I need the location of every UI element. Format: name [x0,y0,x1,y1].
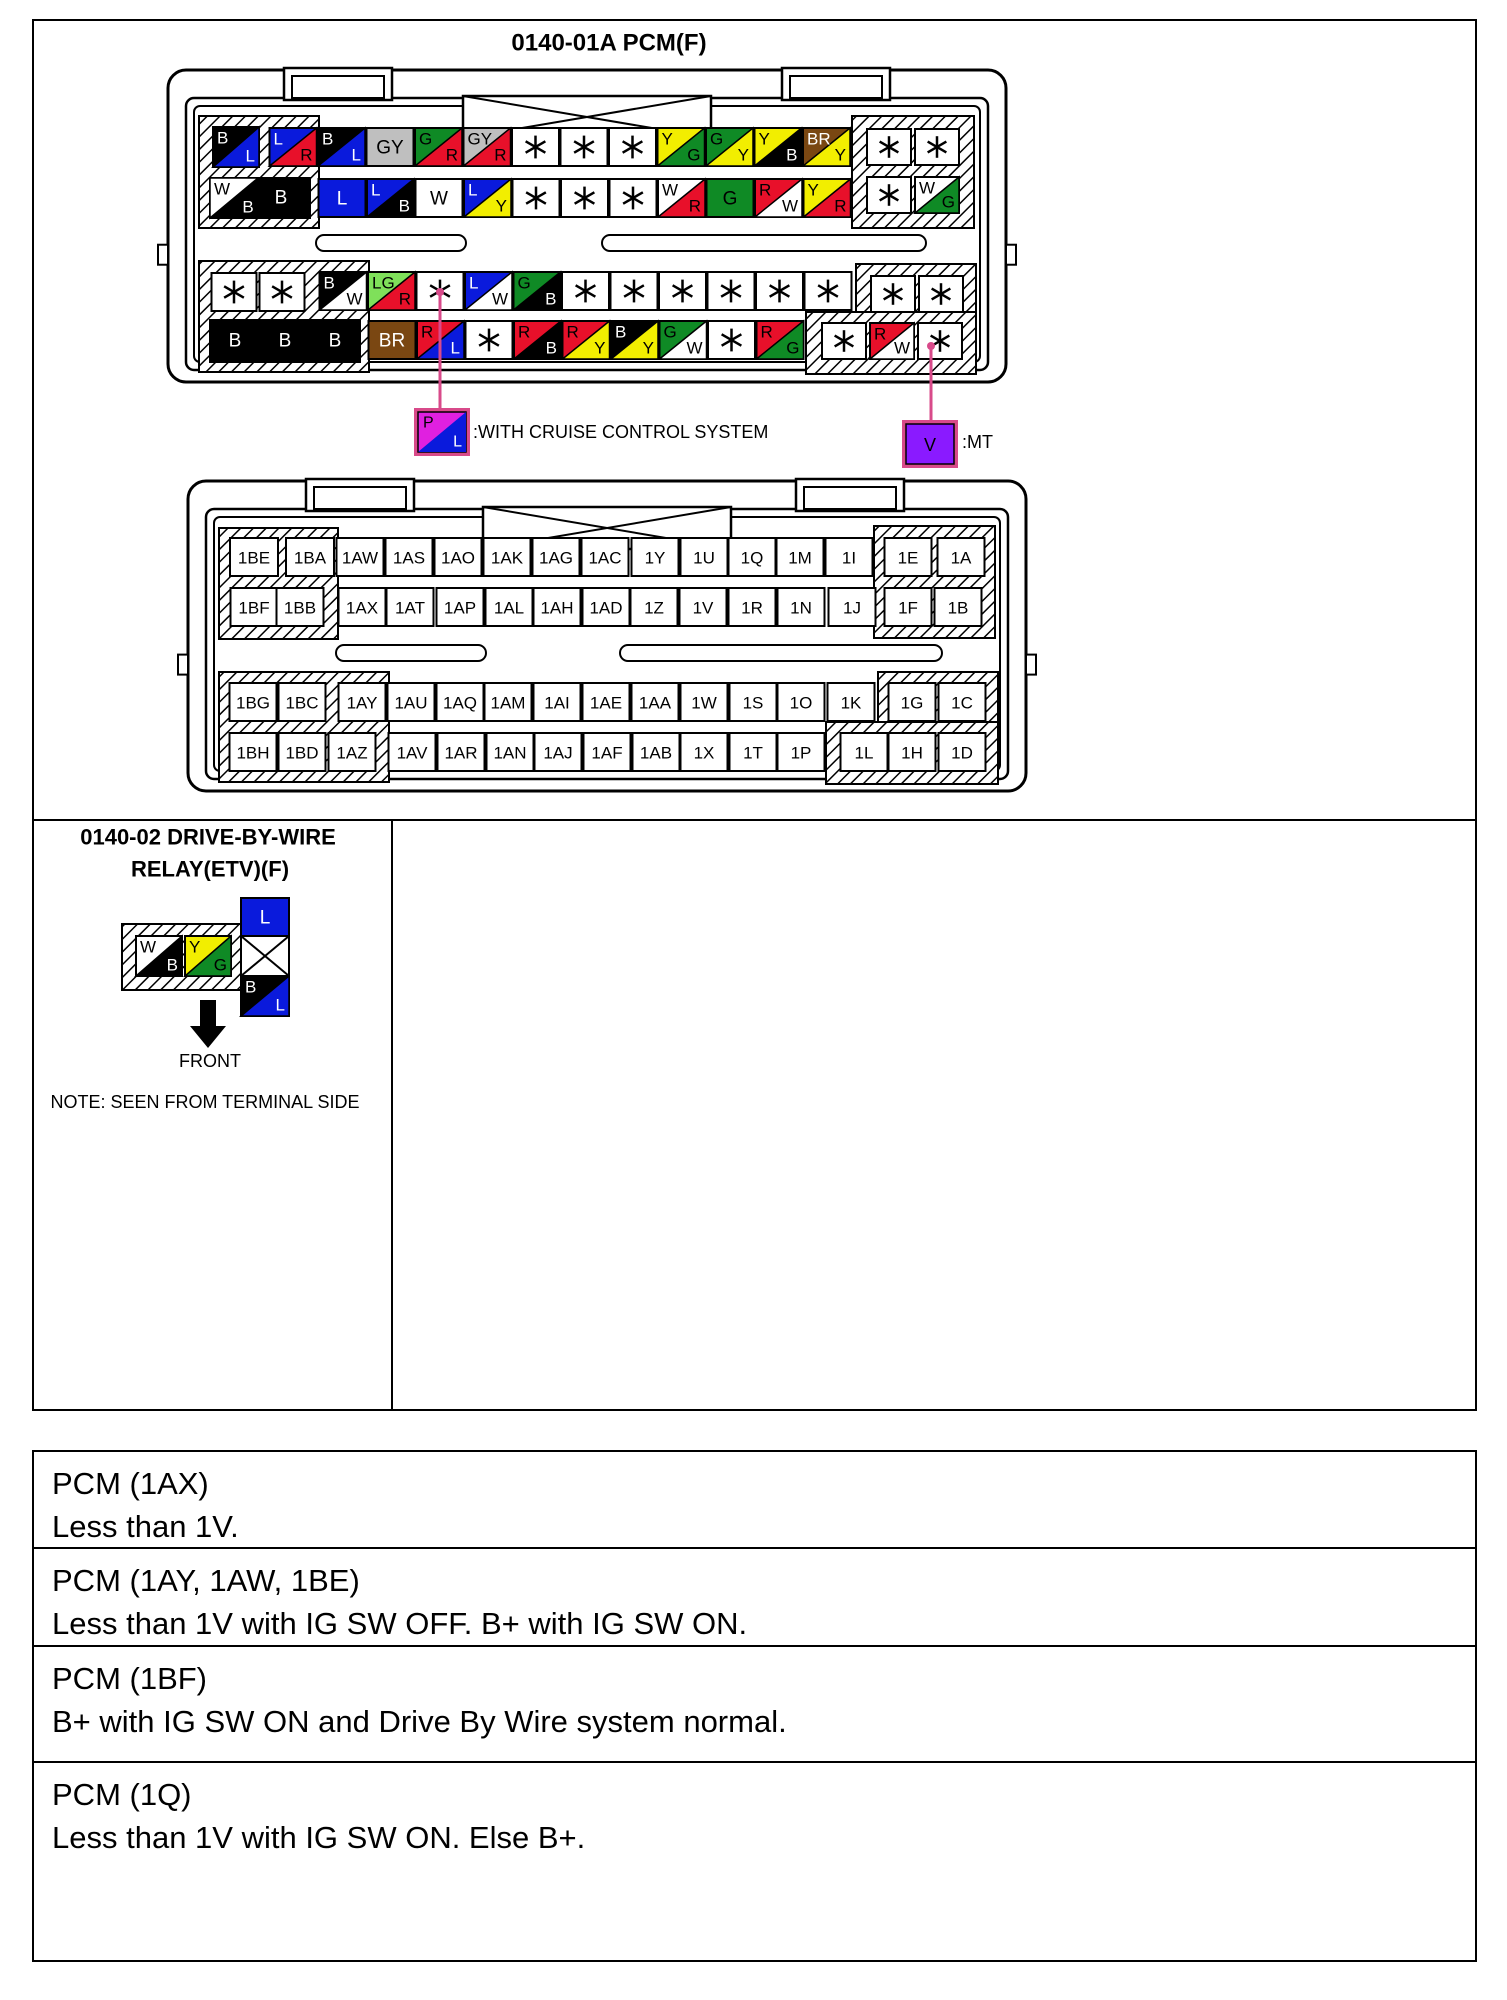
terminal-id-label: 1V [692,598,714,618]
terminal-pin [935,588,982,626]
terminal-pin [279,733,326,771]
pin-color-label: Y [642,338,654,358]
relay-pin [185,936,231,976]
pin-color-label: B [228,330,242,352]
pin-color-label: L [351,145,361,165]
pin-color-label: W [893,338,910,358]
terminal-pin [729,588,776,626]
terminal-pin [329,733,376,771]
pin-color-label: B [166,955,178,975]
wire-pin [919,276,963,312]
terminal-id-label: 1AL [493,598,525,618]
pin-color-label: W [214,179,231,199]
pin-color-label: B [278,330,292,352]
pin-color-label: G [419,129,433,149]
wire-pin [756,272,803,310]
wire-pin [514,321,561,359]
terminal-id-label: 1G [900,693,924,713]
terminal-pin [828,683,875,721]
pin-color-label: B [545,289,557,309]
terminal-id-label: 1AY [346,693,378,713]
terminal-pin [533,538,580,576]
terminal-id-label: 1AU [394,693,428,713]
wire-pin [562,272,609,310]
terminal-id-label: 1P [790,743,812,763]
pin-color-label: Y [737,145,749,165]
pin-color-label: R [518,322,531,342]
wire-pin [915,129,959,165]
terminal-id-label: 1AN [493,743,527,763]
terminal-pin [584,733,631,771]
note-heading: PCM (1Q) [52,1777,192,1812]
terminal-id-label: 1BG [235,693,271,713]
pin-color-label: L [259,907,271,929]
terminal-pin [632,683,679,721]
pin-color-label: L [275,995,285,1015]
pin-color-label: R [874,324,887,344]
pin-color-label: L [273,129,283,149]
terminal-id-label: 1I [841,548,857,568]
terminal-id-label: 1AM [490,693,526,713]
wire-pin [212,273,257,311]
wire-pin [707,179,754,217]
terminal-id-label: 1AA [638,693,672,713]
terminal-id-label: 1Z [644,598,664,618]
terminal-pin [633,733,680,771]
terminal-id-label: 1T [743,743,763,763]
terminal-pin [387,588,434,626]
wire-pin [210,320,360,362]
terminal-pin [230,683,277,721]
terminal-pin [778,588,825,626]
wire-pin [611,321,658,359]
terminal-id-label: 1BF [238,598,270,618]
terminal-id-label: 1BB [283,598,317,618]
pin-color-label: W [430,188,448,210]
pin-color-label: Y [758,129,770,149]
pin-color-label: Y [807,180,819,200]
terminal-id-label: 1BH [236,743,270,763]
cruise-callout [414,408,768,456]
terminal-pin [631,588,678,626]
terminal-id-label: 1A [950,548,972,568]
pin-color-label: B [545,338,557,358]
terminal-id-label: 1O [789,693,813,713]
note-heading: PCM (1BF) [52,1661,207,1696]
wire-pin [659,272,706,310]
terminal-pin [889,683,936,721]
wire-pin [318,128,365,166]
terminal-pin [680,588,727,626]
wire-pin [870,323,914,359]
pin-color-label: R [834,196,847,216]
pin-color-label: G [786,338,800,358]
pin-color-label: B [328,330,342,352]
wire-pin [369,321,416,359]
terminal-id-label: 1AJ [543,743,573,763]
relay-pin [241,936,289,976]
terminal-id-label: 1N [790,598,812,618]
wire-pin [368,272,415,310]
pin-color-label: G [517,273,531,293]
wire-pin [658,128,705,166]
pcm-title: 0140-01A PCM(F) [511,29,707,57]
terminal-id-label: 1AE [589,693,623,713]
wire-pin [804,179,851,217]
terminal-id-label: 1AX [345,598,379,618]
pin-color-label: L [371,180,381,200]
terminal-pin [829,588,876,626]
pin-color-label: R [688,196,701,216]
terminal-pin [885,588,932,626]
wire-pin [706,128,753,166]
terminal-pin [486,588,533,626]
terminal-pin [778,683,825,721]
pin-color-label: B [217,128,229,148]
wire-pin [918,323,962,359]
wire-pin [260,273,305,311]
wire-pin [270,128,317,166]
front-label: FRONT [179,1051,241,1071]
terminal-id-label: 1BA [293,548,327,568]
wire-pin [512,128,559,166]
terminal-pin [231,588,278,626]
wire-pin [210,178,310,218]
wire-pin [708,272,755,310]
terminal-pin [826,538,873,576]
terminal-id-label: 1AD [589,598,623,618]
pin-color-label: G [722,188,738,210]
wire-pin [611,272,658,310]
wire-pin [708,321,755,359]
wire-pin [805,272,852,310]
relay-pin [241,976,289,1016]
note-row [34,1452,1475,1549]
pin-color-label: B [245,977,257,997]
diagram-frame [32,19,1477,1411]
terminal-id-label: 1U [693,548,715,568]
note-row [34,1647,1475,1763]
wire-pin [367,128,414,166]
pin-color-label: R [421,322,434,342]
pin-color-label: L [453,433,462,451]
terminal-id-label: 1AW [341,548,379,568]
mt-callout [902,420,993,468]
pin-color-label: Y [594,338,606,358]
pin-color-label: R [494,145,507,165]
terminal-pin [389,733,436,771]
pin-color-label: G [941,192,955,212]
terminal-id-label: 1X [693,743,715,763]
pin-color-label: B [274,187,288,209]
wire-pin [464,179,511,217]
note-body: Less than 1V. [52,1509,239,1544]
note-heading: PCM (1AX) [52,1466,209,1501]
front-arrow-icon [190,1000,226,1048]
relay-pin [136,936,182,976]
terminal-pin [681,683,728,721]
wire-pin [514,272,561,310]
terminal-id-label: 1AV [396,743,428,763]
terminal-pin [841,733,888,771]
terminal-id-label: 1R [741,598,763,618]
pin-color-label: G [213,955,227,975]
terminal-pin [534,683,581,721]
terminal-pin [435,538,482,576]
pin-color-label: V [923,435,937,455]
terminal-id-label: 1AB [639,743,673,763]
terminal-pin [388,683,435,721]
terminal-pin [485,683,532,721]
notes-table [32,1450,1477,1962]
pin-color-label: W [491,289,508,309]
terminal-id-label: 1AF [591,743,623,763]
wire-pin [319,179,366,217]
terminal-id-label: 1H [901,743,923,763]
note-body: Less than 1V with IG SW OFF. B+ with IG SW ON. [52,1606,748,1641]
pin-color-label: W [346,289,363,309]
terminal-id-label: 1Q [740,548,764,568]
terminal-id-label: 1AR [444,743,478,763]
connector-diagram [34,21,1475,1409]
terminal-pin [583,683,630,721]
pin-color-label: L [450,338,460,358]
callout-text: :MT [962,432,993,452]
terminal-pin [777,538,824,576]
terminal-id-label: 1AK [490,548,524,568]
terminal-id-label: 1AO [440,548,476,568]
terminal-id-label: 1AC [588,548,622,568]
terminal-pin [583,588,630,626]
terminal-pin [337,538,384,576]
terminal-pin [730,733,777,771]
pin-color-label: W [781,196,798,216]
pin-color-label: R [445,145,458,165]
wire-pin [822,323,866,359]
terminal-pin [681,733,728,771]
pin-color-label: G [663,322,677,342]
pin-color-label: W [686,338,703,358]
note-row [34,1763,1475,1960]
wire-pin [367,179,414,217]
pin-color-label: LG [372,273,395,293]
terminal-id-label: 1BE [237,548,271,568]
wire-pin [755,128,802,166]
terminal-pin [437,588,484,626]
terminal-pin [484,538,531,576]
terminal-id-label: 1AQ [442,693,478,713]
terminal-pin [681,538,728,576]
pin-color-label: R [300,145,313,165]
pin-color-label: B [786,145,798,165]
note-row [34,1549,1475,1647]
terminal-pin [729,538,776,576]
relay-title: RELAY(ETV)(F) [130,856,290,882]
pin-color-label: R [398,289,411,309]
wire-pin [867,177,911,213]
terminal-id-label: 1D [951,743,973,763]
wire-pin [465,272,512,310]
terminal-pin [339,683,386,721]
terminal-pin [534,588,581,626]
terminal-pin [339,588,386,626]
terminal-id-label: 1C [951,693,973,713]
pin-color-label: R [759,180,772,200]
terminal-pin [438,733,485,771]
wire-pin [563,321,610,359]
relay-title: 0140-02 DRIVE-BY-WIRE [80,824,336,850]
pin-color-label: W [919,178,936,198]
terminal-pin [939,683,986,721]
terminal-pin [230,733,277,771]
pin-color-label: Y [834,145,846,165]
terminal-pin [938,538,985,576]
terminal-id-label: 1Y [644,548,666,568]
terminal-pin [535,733,582,771]
pin-color-label: L [468,180,478,200]
terminal-id-label: 1AZ [336,743,368,763]
wire-pin [513,179,560,217]
pin-color-label: BR [378,330,406,352]
wire-pin [561,179,608,217]
terminal-id-label: 1E [897,548,919,568]
pin-color-label: B [322,129,334,149]
wire-pin [660,321,707,359]
wire-pin [415,128,462,166]
wire-pin [871,276,915,312]
terminal-id-label: 1AG [538,548,574,568]
pin-color-label: G [710,129,724,149]
terminal-id-label: 1BC [285,693,319,713]
terminal-id-label: 1AH [540,598,574,618]
wire-pin [803,128,850,166]
pin-color-label: BR [807,129,831,149]
pin-color-label: R [760,322,773,342]
wire-pin [609,128,656,166]
terminal-id-label: 1S [742,693,764,713]
wire-pin [915,177,959,213]
note-body: Less than 1V with IG SW ON. Else B+. [52,1820,586,1855]
terminal-pin [386,538,433,576]
terminal-id-label: 1B [947,598,969,618]
pin-color-label: B [323,273,335,293]
pin-color-label: Y [189,937,201,957]
pin-color-label: B [615,322,627,342]
terminal-id-label: 1L [854,743,874,763]
pin-color-label: W [140,937,157,957]
terminal-id-label: 1J [843,598,861,618]
wire-pin [213,127,259,167]
terminal-pin [286,538,334,576]
pin-color-label: B [398,196,410,216]
wire-pin [658,179,705,217]
wire-pin [610,179,657,217]
terminal-pin [277,588,324,626]
terminal-id-label: 1AT [395,598,425,618]
pin-color-label: GY [376,137,404,159]
terminal-id-label: 1K [840,693,862,713]
terminal-id-label: 1AI [544,693,570,713]
wire-pin [867,129,911,165]
terminal-pin [437,683,484,721]
pin-color-label: G [687,145,701,165]
wire-pin [755,179,802,217]
terminal-pin [778,733,825,771]
wire-pin [416,179,463,217]
pin-color-label: GY [467,129,493,149]
terminal-pin [885,538,932,576]
pin-color-label: Y [495,196,507,216]
wire-pin [466,321,513,359]
pin-color-label: W [662,180,679,200]
terminal-pin [889,733,936,771]
pin-color-label: R [566,322,579,342]
pin-color-label: B [242,197,254,217]
terminal-pin [279,683,326,721]
terminal-id-label: 1F [898,598,918,618]
terminal-pin [730,683,777,721]
terminal-id-label: 1W [691,693,717,713]
relay-pin [241,898,289,936]
terminal-id-label: 1M [788,548,812,568]
wire-pin [464,128,511,166]
note-body: B+ with IG SW ON and Drive By Wire system normal. [52,1704,787,1739]
terminal-id-label: 1BD [285,743,319,763]
terminal-pin [632,538,679,576]
note-heading: PCM (1AY, 1AW, 1BE) [52,1563,360,1598]
terminal-pin [230,538,278,576]
pin-color-label: Y [661,129,673,149]
pin-color-label: L [336,188,348,210]
terminal-id-label: 1AP [443,598,477,618]
relay-note: NOTE: SEEN FROM TERMINAL SIDE [50,1092,360,1112]
wire-pin [561,128,608,166]
terminal-id-label: 1AS [392,548,426,568]
terminal-pin [582,538,629,576]
terminal-pin [487,733,534,771]
wire-pin [757,321,804,359]
pin-color-label: P [423,414,434,432]
pin-color-label: L [469,273,479,293]
wire-pin [320,272,367,310]
pin-color-label: L [245,146,255,166]
callout-text: :WITH CRUISE CONTROL SYSTEM [473,422,769,442]
terminal-pin [939,733,986,771]
